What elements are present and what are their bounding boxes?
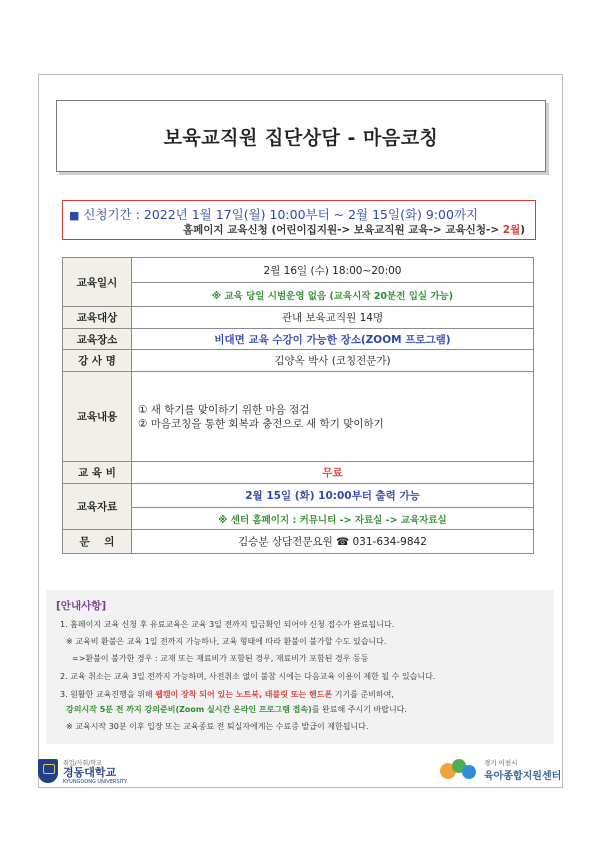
- date-note: ※ 교육 당일 시범운영 없음 (교육시작 20분전 입실 가능): [132, 283, 534, 307]
- application-period-box: [62, 200, 536, 240]
- table-row: [63, 258, 534, 283]
- notice-box: [46, 590, 554, 744]
- center-name: 육아종합지원센터: [484, 771, 562, 782]
- university-name: 경동대학교: [63, 765, 117, 779]
- center-city: 경기 이천시: [484, 759, 518, 767]
- page-title: 보육교직원 집단상담 - 마음코칭: [163, 126, 439, 149]
- table-row: [63, 329, 534, 350]
- notice-line: 1. 홈페이지 교육 신청 후 유료교육은 교육 3일 전까지 입금확인 되어야 신청 접수가 완료됩니다.: [60, 620, 395, 629]
- content-item-1: ① 새 학기를 맞이하기 위한 마음 점검: [138, 403, 310, 416]
- notice-line-part: 를 완료해 주시기 바랍니다.: [311, 705, 407, 714]
- place-label: 교육장소: [63, 329, 132, 350]
- contact-label: 문 의: [63, 530, 132, 554]
- table-row: [63, 484, 534, 508]
- period-text: 신청기간 : 2022년 1월 17일(월) 10:00부터 ~ 2월 15일(화) 9:00까지: [83, 207, 479, 222]
- table-row: [63, 508, 534, 530]
- center-text: [484, 758, 561, 782]
- notice-line: =>환불이 불가한 경우 : 교재 또는 재료비가 포함된 경우, 재료비가 포함된 경우 등등: [72, 654, 369, 663]
- fee-label: 교 육 비: [63, 462, 132, 484]
- content-list: [132, 372, 534, 462]
- title-box: [56, 100, 546, 172]
- table-row: [63, 350, 534, 372]
- period-line1: [69, 205, 478, 223]
- contact-value: 김승분 상담전문요원 ☎ 031-634-9842: [132, 530, 534, 554]
- university-logo: [38, 756, 127, 786]
- place-value: 비대면 교육 수강이 가능한 장소(ZOOM 프로그램): [132, 329, 534, 350]
- table-row: [63, 530, 534, 554]
- fee-value: 무료: [132, 462, 534, 484]
- notice-line: 2. 교육 취소는 교육 3일 전까지 가능하며, 사전취소 없이 불참 시에는 다음교육 이용이 제한 될 수 있습니다.: [60, 672, 436, 681]
- university-emblem-icon: [38, 759, 58, 783]
- material-value: 2월 15일 (화) 10:00부터 출력 가능: [132, 484, 534, 508]
- square-bullet-icon: ■: [69, 209, 80, 222]
- instructor-value: 김양옥 박사 (코칭전문가): [132, 350, 534, 372]
- material-note: ※ 센터 홈페이지 : 커뮤니티 -> 자료실 -> 교육자료실: [132, 508, 534, 530]
- center-logo: [440, 754, 561, 786]
- instructor-label: 강 사 명: [63, 350, 132, 372]
- notice-line: ※ 교육비 환불은 교육 1일 전까지 가능하나, 교육 형태에 따라 환불이 불가할 수도 있습니다.: [66, 637, 387, 646]
- material-label: 교육자료: [63, 484, 132, 530]
- notice-title: [안내사항]: [56, 600, 107, 612]
- content-item-2: ② 마음코칭을 통한 회복과 충전으로 새 학기 맞이하기: [138, 417, 384, 430]
- table-row: [63, 462, 534, 484]
- center-logo-icon: [440, 757, 480, 783]
- notice-highlight-zoom: 강의시작 5분 전 까지 강의준비(Zoom 실시간 온라인 프로그램 접속): [66, 705, 312, 714]
- notice-line: ※ 교육시작 30분 이후 입장 또는 교육종료 전 퇴실자에게는 수료증 발급이 제한됩니다.: [66, 722, 369, 731]
- date-label: 교육일시: [63, 258, 132, 307]
- date-value: 2월 16일 (수) 18:00~20:00: [132, 258, 534, 283]
- notice-line: [66, 704, 407, 715]
- notice-line-part: 3. 원활한 교육진행을 위해: [60, 690, 156, 699]
- target-label: 교육대상: [63, 307, 132, 329]
- university-tagline: 취업/사회/학교: [63, 759, 102, 767]
- period-path: 홈페이지 교육신청 (어린이집지원-> 보육교직원 교육-> 교육신청->: [183, 224, 503, 236]
- period-line2: [183, 222, 525, 237]
- notice-highlight-devices: 웹캠이 장착 되어 있는 노트북, 태블릿 또는 핸드폰: [155, 690, 333, 699]
- table-row: [63, 372, 534, 462]
- period-month: 2월: [502, 224, 521, 236]
- university-english-name: KYUNGDONG UNIVERSITY: [63, 778, 128, 785]
- notice-line-part: 기기를 준비하여,: [332, 690, 394, 699]
- info-table: [62, 257, 534, 554]
- period-path-end: ): [520, 224, 526, 236]
- university-text: [63, 758, 127, 785]
- table-row: [63, 283, 534, 307]
- notice-line: [60, 689, 394, 700]
- target-value: 관내 보육교직원 14명: [132, 307, 534, 329]
- table-row: [63, 307, 534, 329]
- content-label: 교육내용: [63, 372, 132, 462]
